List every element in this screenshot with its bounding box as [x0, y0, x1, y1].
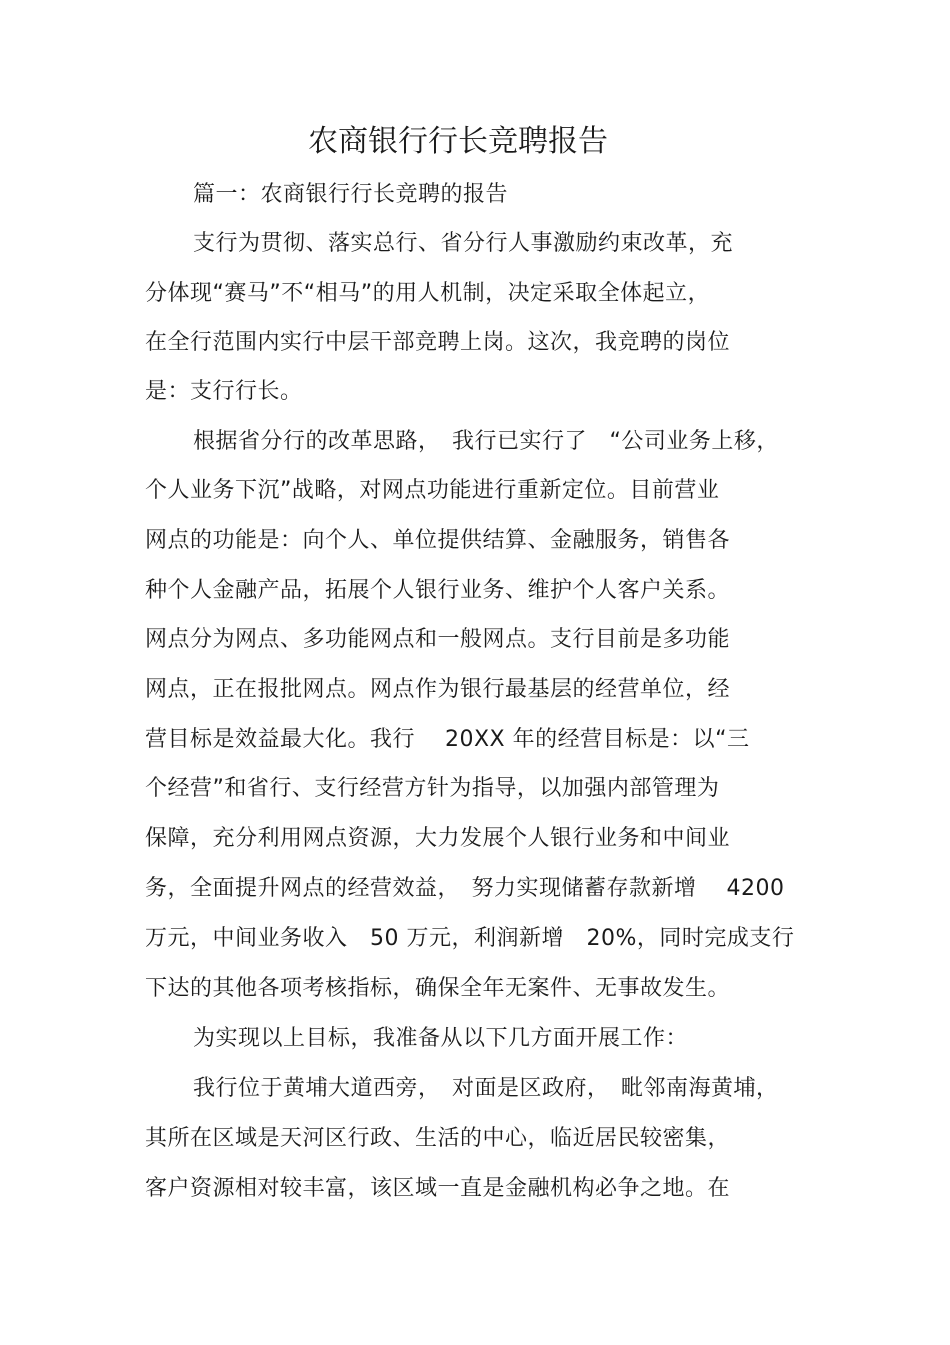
paragraph-line: 网点的功能是：向个人、单位提供结算、金融服务，销售各 [145, 528, 731, 553]
paragraph-line: 是：支行行长。 [145, 379, 303, 404]
paragraph-line: 种个人金融产品，拓展个人银行业务、维护个人客户关系。 [145, 578, 731, 603]
paragraph-line: 支行为贯彻、落实总行、省分行人事激励约束改革，充 [193, 231, 734, 256]
subtitle-line: 篇一：农商银行行长竞聘的报告 [193, 182, 509, 207]
paragraph-line: 为实现以上目标，我准备从以下几方面开展工作： [193, 1026, 689, 1051]
paragraph-line: 其所在区域是天河区行政、生活的中心，临近居民较密集， [145, 1126, 731, 1151]
paragraph-line: 保障，充分利用网点资源，大力发展个人银行业务和中间业 [145, 826, 731, 851]
paragraph-line: 我行位于黄埔大道西旁， 对面是区政府， 毗邻南海黄埔， [193, 1076, 779, 1101]
paragraph-line: 在全行范围内实行中层干部竞聘上岗。这次，我竞聘的岗位 [145, 330, 731, 355]
paragraph-line: 客户资源相对较丰富，该区域一直是金融机构必争之地。在 [145, 1176, 731, 1201]
paragraph-line: 务，全面提升网点的经营效益， 努力实现储蓄存款新增 4200 [145, 876, 785, 901]
paragraph-line: 下达的其他各项考核指标，确保全年无案件、无事故发生。 [145, 976, 731, 1001]
paragraph-line: 分体现“赛马”不“相马”的用人机制，决定采取全体起立， [145, 281, 711, 306]
paragraph-line: 根据省分行的改革思路， 我行已实行了 “公司业务上移， [193, 429, 779, 454]
paragraph-line: 网点，正在报批网点。网点作为银行最基层的经营单位，经 [145, 677, 731, 702]
paragraph-line: 网点分为网点、多功能网点和一般网点。支行目前是多功能 [145, 627, 731, 652]
paragraph-line: 营目标是效益最大化。我行 20XX 年的经营目标是：以“三 [145, 727, 750, 752]
document-title: 农商银行行长竞聘报告 [308, 124, 608, 159]
paragraph-line: 个经营”和省行、支行经营方针为指导，以加强内部管理为 [145, 776, 720, 801]
paragraph-line: 个人业务下沉”战略，对网点功能进行重新定位。目前营业 [145, 478, 720, 503]
paragraph-line: 万元，中间业务收入 50 万元，利润新增 20%，同时完成支行 [145, 926, 795, 951]
